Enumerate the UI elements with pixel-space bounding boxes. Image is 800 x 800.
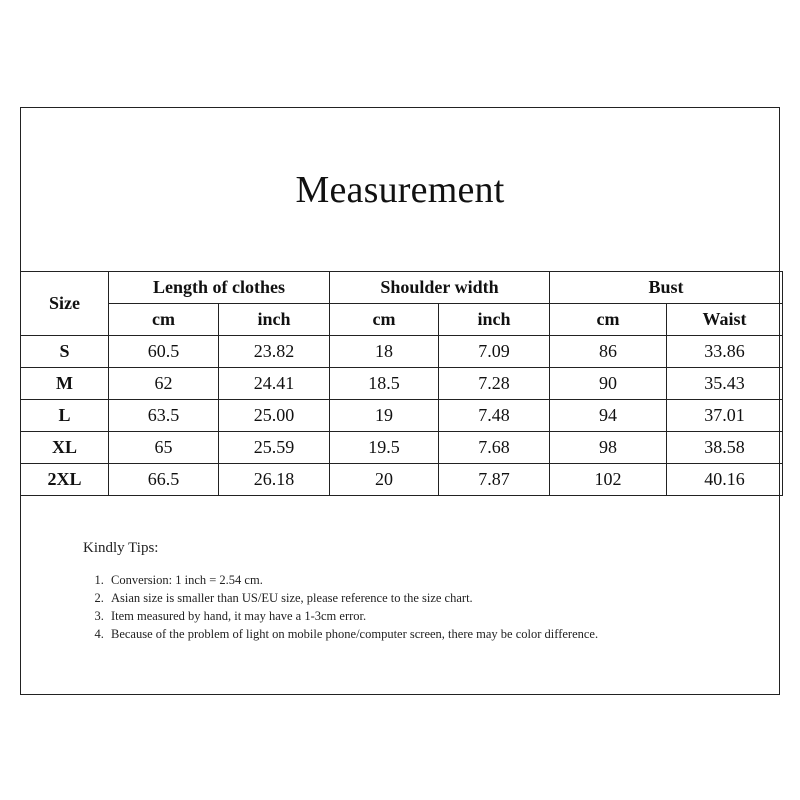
measurement-cell: 7.48 [439, 400, 550, 432]
unit-header: inch [219, 304, 330, 336]
size-cell: L [21, 400, 109, 432]
measurement-cell: 66.5 [109, 464, 219, 496]
measurement-cell: 23.82 [219, 336, 330, 368]
tips-title: Kindly Tips: [83, 540, 159, 556]
measurement-cell: 65 [109, 432, 219, 464]
unit-header: cm [550, 304, 667, 336]
table-row [21, 432, 783, 464]
size-cell: 2XL [21, 464, 109, 496]
size-cell: XL [21, 432, 109, 464]
table-row [21, 464, 783, 496]
tip-item: 1. Conversion: 1 inch = 2.54 cm. [107, 571, 723, 589]
table-row [21, 400, 783, 432]
measurement-cell: 26.18 [219, 464, 330, 496]
unit-header: cm [330, 304, 439, 336]
measurement-cell: 7.28 [439, 368, 550, 400]
table-row [21, 336, 783, 368]
measurement-cell: 25.00 [219, 400, 330, 432]
page-title: Measurement [295, 168, 505, 211]
measurement-cell: 20 [330, 464, 439, 496]
size-cell: M [21, 368, 109, 400]
measurement-cell: 35.43 [667, 368, 783, 400]
measurement-cell: 62 [109, 368, 219, 400]
tip-item: 2. Asian size is smaller than US/EU size, please reference to the size chart. [107, 589, 723, 607]
table-group-header-row [21, 272, 783, 304]
group-header-shoulder: Shoulder width [330, 272, 550, 304]
unit-header: cm [109, 304, 219, 336]
tip-item: 3. Item measured by hand, it may have a 1-3cm error. [107, 607, 723, 625]
unit-header: inch [439, 304, 550, 336]
unit-header: Waist [667, 304, 783, 336]
tips-list [83, 571, 723, 643]
size-cell: S [21, 336, 109, 368]
measurement-cell: 7.87 [439, 464, 550, 496]
measurement-cell: 33.86 [667, 336, 783, 368]
measurement-cell: 38.58 [667, 432, 783, 464]
size-table [20, 271, 783, 496]
measurement-cell: 60.5 [109, 336, 219, 368]
measurement-cell: 19.5 [330, 432, 439, 464]
table-row [21, 368, 783, 400]
kindly-tips [83, 540, 723, 643]
measurement-cell: 37.01 [667, 400, 783, 432]
size-column-header: Size [21, 272, 109, 336]
group-header-bust: Bust [550, 272, 783, 304]
measurement-cell: 86 [550, 336, 667, 368]
table-body [21, 336, 783, 496]
measurement-cell: 102 [550, 464, 667, 496]
measurement-cell: 24.41 [219, 368, 330, 400]
group-header-length: Length of clothes [109, 272, 330, 304]
table-unit-header-row [21, 304, 783, 336]
measurement-card [20, 107, 780, 695]
measurement-cell: 7.68 [439, 432, 550, 464]
measurement-cell: 90 [550, 368, 667, 400]
measurement-cell: 18 [330, 336, 439, 368]
measurement-cell: 40.16 [667, 464, 783, 496]
measurement-cell: 98 [550, 432, 667, 464]
measurement-cell: 18.5 [330, 368, 439, 400]
measurement-cell: 7.09 [439, 336, 550, 368]
measurement-cell: 19 [330, 400, 439, 432]
measurement-cell: 63.5 [109, 400, 219, 432]
measurement-cell: 25.59 [219, 432, 330, 464]
tip-item: 4. Because of the problem of light on mobile phone/computer screen, there may be color difference. [107, 625, 723, 643]
measurement-cell: 94 [550, 400, 667, 432]
